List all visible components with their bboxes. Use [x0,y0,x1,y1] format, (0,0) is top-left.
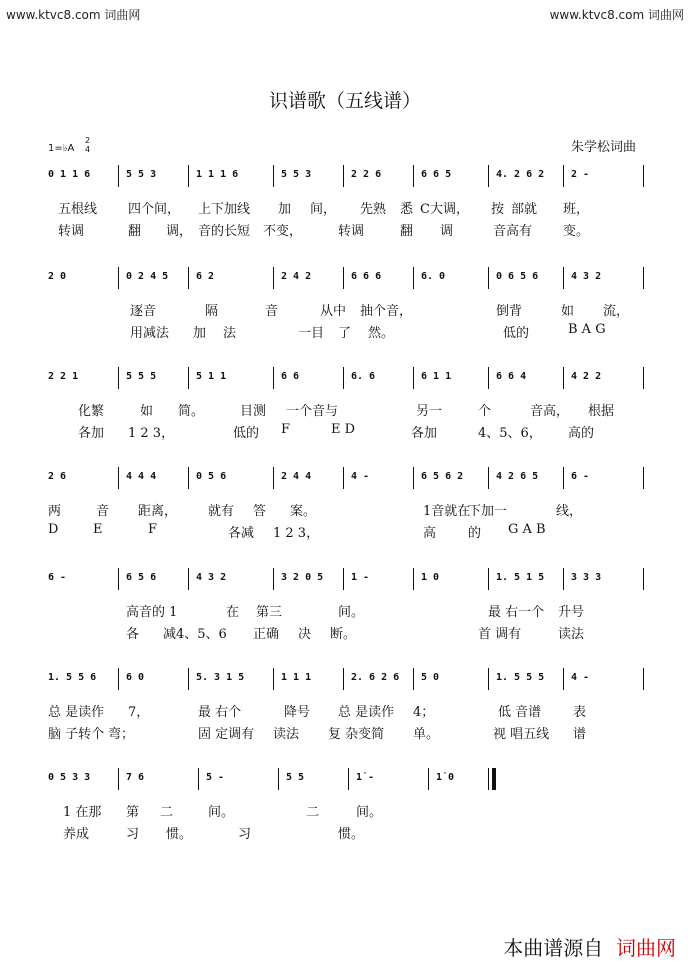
barline [488,768,489,790]
lyric-line-1: 四个间， [128,202,181,217]
barline [413,367,414,389]
barline [188,668,189,690]
lyric-line-2: 4、5、6， [478,426,542,441]
lyric-line-1: 隔 [205,304,219,319]
barline [118,768,119,790]
measure-notes: 0 5 3 3 [48,772,91,783]
barline [348,768,349,790]
source-footer [503,932,676,961]
lyric-line-2: 养成 [63,827,90,842]
lyric-line-2: 决 [298,627,312,642]
measure-notes: 6 5 6 [126,572,157,583]
barline [563,267,564,289]
measure-notes: 3 3 3 [571,572,602,583]
measure-notes: 6. 6 [351,371,376,382]
lyric-line-1: 升号 [558,605,585,620]
measure-notes: 6 1 1 [421,371,452,382]
footer-site-name: 词曲网 [616,936,676,960]
lyric-line-1: 二 [160,805,174,820]
measure-notes: 2 6 [48,471,67,482]
barline [643,668,644,690]
lyric-line-2: 断。 [330,627,357,642]
measure-notes: 2 2 6 [351,169,382,180]
lyric-line-2: E D [331,422,356,437]
barline [188,367,189,389]
lyric-line-1: 案。 [290,504,317,519]
measure-notes: 0 5 6 [196,471,227,482]
lyric-line-2: 转调 [58,224,85,239]
lyric-line-1: 目测 [240,404,267,419]
staff-system [48,563,643,593]
measure-notes: 1̇ - [356,772,375,783]
meter-bottom: 4 [85,145,91,154]
lyric-line-2: 弯； [108,727,135,742]
lyric-line-1: 最 右一个 [488,605,545,620]
barline [273,568,274,590]
lyric-line-1: 两 [48,504,62,519]
lyric-line-1: 距离， [138,504,178,519]
lyric-line-2: 单。 [413,727,440,742]
barline [343,467,344,489]
lyric-line-1: 第三 [256,605,283,620]
lyric-line-1: 低 音谱 [498,705,542,720]
watermark-left: www.ktvc8.com 词曲网 [6,8,141,22]
lyric-line-2: 视 唱五线 [493,727,550,742]
barline [273,165,274,187]
measure-notes: 4 2 2 [571,371,602,382]
measure-notes: 1 0 [421,572,440,583]
measure-notes: 0 2 4 5 [126,271,169,282]
lyric-line-1: 间。 [338,605,365,620]
lyric-line-2: 然。 [368,326,395,341]
lyric-line-1: 在 [226,605,240,620]
measure-notes: 6 5 6 2 [421,471,464,482]
barline [343,668,344,690]
lyric-line-2: 各加 [411,426,438,441]
lyric-line-2: 各加 [78,426,105,441]
barline [643,467,644,489]
lyric-line-1: 悉 [400,202,414,217]
barline [413,668,414,690]
lyric-line-1: 倒背 [496,304,523,319]
song-title: 识谱歌（五线谱） [268,90,421,112]
barline [273,367,274,389]
measure-notes: 1 1 1 [281,672,312,683]
lyric-line-1: 降号 [284,705,311,720]
barline [488,367,489,389]
key-signature: 1=♭A [48,143,75,154]
barline [118,467,119,489]
staff-system [48,160,643,190]
lyric-line-1: 第 [126,805,140,820]
lyric-line-2: 翻 [400,224,414,239]
measure-notes: 2 - [571,169,590,180]
lyric-line-1: 抽个音， [360,304,413,319]
lyric-line-2: 复 杂变简 [328,727,385,742]
barline [413,568,414,590]
lyric-line-1: 从中 [320,304,347,319]
lyric-line-1: 另一 [416,404,443,419]
barline [188,467,189,489]
staff-system [48,262,643,292]
measure-notes: 6 2 [196,271,215,282]
lyric-line-2: 各减 [228,526,255,541]
lyric-line-2: 惯。 [338,827,365,842]
measure-notes: 5 - [206,772,225,783]
lyric-line-2: 调 [440,224,454,239]
lyric-line-2: 音的长短 [198,224,251,239]
barline [188,568,189,590]
barline [118,267,119,289]
lyric-line-2: 不变， [263,224,303,239]
lyric-line-1: 音 [265,304,279,319]
lyric-line-2: 谱 [573,727,587,742]
lyric-line-1: 如 [561,304,575,319]
lyric-line-1: 表 [573,705,587,720]
measure-notes: 6 - [48,572,67,583]
lyric-line-1: 答 [253,504,267,519]
barline [188,165,189,187]
measure-notes: 1. 5 5 6 [48,672,97,683]
lyric-line-2: G A B [508,522,546,537]
measure-notes: 5 5 5 [126,371,157,382]
barline [563,467,564,489]
lyric-line-1: 根据 [588,404,615,419]
lyric-line-1: 部就 [511,202,538,217]
measure-notes: 7 6 [126,772,145,783]
lyric-line-1: 按 [491,202,505,217]
barline [563,165,564,187]
lyric-line-2: 调， [166,224,193,239]
measure-notes: 6 0 [126,672,145,683]
lyric-line-2: 习 [238,827,252,842]
lyric-line-1: 化繁 [78,404,105,419]
barline [413,165,414,187]
barline [188,267,189,289]
lyric-line-1: 一个音与 [286,404,339,419]
lyric-line-1: 7， [128,705,150,720]
lyric-line-1: 上下加线 [198,202,251,217]
measure-notes: 2 4 2 [281,271,312,282]
barline [563,367,564,389]
lyric-line-1: 高音的 1 [126,605,178,620]
lyric-line-1: 五根线 [58,202,98,217]
lyric-line-1: 个 [478,404,492,419]
measure-notes: 0 6 5 6 [496,271,539,282]
barline [118,668,119,690]
measure-notes: 5 5 3 [281,169,312,180]
barline [273,267,274,289]
barline [488,267,489,289]
barline [118,165,119,187]
measure-notes: 1̇ 0 [436,772,455,783]
lyric-line-2: 转调 [338,224,365,239]
lyric-line-2: F [281,422,291,437]
barline [278,768,279,790]
barline [643,165,644,187]
lyric-line-2: 低的 [233,426,260,441]
meter-top: 2 [85,136,91,145]
final-barline [492,768,496,790]
lyric-line-2: 的 [468,526,482,541]
lyric-line-1: 先熟 [360,202,387,217]
lyric-line-1: 简。 [178,404,205,419]
lyric-line-1: 音 [96,504,110,519]
staff-system [48,663,643,693]
time-signature [85,136,90,154]
lyric-line-2: 惯。 [166,827,193,842]
lyric-line-2: 脑 子转个 [48,727,105,742]
lyric-line-2: 各 [126,627,140,642]
measure-notes: 4. 2 6 2 [496,169,545,180]
measure-notes: 5 5 3 [126,169,157,180]
lyric-line-2: B A G [568,322,606,337]
barline [343,165,344,187]
barline [643,267,644,289]
lyric-line-2: 一目 [298,326,325,341]
measure-notes: 6 6 5 [421,169,452,180]
measure-notes: 4 - [571,672,590,683]
barline [563,668,564,690]
staff-system [48,763,643,793]
lyric-line-2: 音高有 [493,224,533,239]
barline [643,568,644,590]
lyric-line-1: 逐音 [130,304,157,319]
staff-system [48,462,643,492]
lyric-line-1: 下加一 [468,504,508,519]
footer-text: 本曲谱源自 [503,936,604,960]
measure-notes: 1 1 1 6 [196,169,239,180]
lyric-line-2: 了 [338,326,352,341]
measure-notes: 0 1 1 6 [48,169,91,180]
lyric-line-2: 高的 [568,426,595,441]
measure-notes: 6. 0 [421,271,446,282]
lyric-line-2: 变。 [563,224,590,239]
measure-notes: 6 6 [281,371,300,382]
measure-notes: 4 4 4 [126,471,157,482]
lyric-line-1: 间， [310,202,337,217]
barline [343,367,344,389]
lyric-line-1: 如 [140,404,154,419]
barline [488,467,489,489]
lyric-line-2: 低的 [503,326,530,341]
lyric-line-1: 1音就在 [423,504,471,519]
measure-notes: 2 0 [48,271,67,282]
lyric-line-2: 高 [423,526,437,541]
lyric-line-1: 班， [563,202,590,217]
lyric-line-1: 就有 [208,504,235,519]
lyric-line-2: 固 定调有 [198,727,255,742]
lyric-line-2: 法 [223,326,237,341]
barline [563,568,564,590]
measure-notes: 1 - [351,572,370,583]
lyric-line-1: 4； [413,705,435,720]
measure-notes: 6 6 4 [496,371,527,382]
lyric-line-2: 减4、5、6 [163,627,227,642]
barline [118,367,119,389]
lyric-line-1: 二 [306,805,320,820]
measure-notes: 4 3 2 [196,572,227,583]
barline [273,668,274,690]
lyric-line-1: 线， [556,504,583,519]
lyric-line-2: 翻 [128,224,142,239]
barline [413,267,414,289]
measure-notes: 6 - [571,471,590,482]
lyric-line-2: F [148,522,158,537]
lyric-line-1: 间。 [208,805,235,820]
measure-notes: 5. 3 1 5 [196,672,245,683]
lyric-line-1: 总 是读作 [338,705,395,720]
measure-notes: 2 4 4 [281,471,312,482]
measure-notes: 4 - [351,471,370,482]
measure-notes: 5 1 1 [196,371,227,382]
lyric-line-1: 间。 [356,805,383,820]
measure-notes: 2 2 1 [48,371,79,382]
barline [413,467,414,489]
measure-notes: 1. 5 1 5 [496,572,545,583]
measure-notes: 6 6 6 [351,271,382,282]
lyric-line-1: 最 右个 [198,705,242,720]
measure-notes: 2. 6 2 6 [351,672,400,683]
measure-notes: 4 3 2 [571,271,602,282]
lyric-line-1: C大调， [420,202,469,217]
barline [198,768,199,790]
lyric-line-2: 习 [126,827,140,842]
barline [428,768,429,790]
lyric-line-2: 读法 [558,627,585,642]
lyric-line-1: 总 是读作 [48,705,105,720]
measure-notes: 5 5 [286,772,305,783]
lyric-line-2: E [93,522,103,537]
measure-notes: 4 2 6 5 [496,471,539,482]
measure-notes: 3 2 0 5 [281,572,324,583]
lyric-line-2: 1 2 3， [128,426,175,441]
lyric-line-2: D [48,522,59,537]
lyric-line-2: 用减法 [130,326,170,341]
measure-notes: 5 0 [421,672,440,683]
lyric-line-1: 音高， [530,404,570,419]
barline [488,668,489,690]
lyric-line-2: 读法 [273,727,300,742]
lyric-line-2: 1 2 3， [273,526,320,541]
barline [643,367,644,389]
lyric-line-1: 1 在那 [63,805,102,820]
barline [343,267,344,289]
staff-system [48,362,643,392]
barline [273,467,274,489]
composer-credit: 朱学松词曲 [570,140,636,155]
lyric-line-2: 首 调有 [478,627,522,642]
lyric-line-1: 加 [278,202,292,217]
lyric-line-2: 加 [193,326,207,341]
measure-notes: 1. 5 5 5 [496,672,545,683]
watermark-right: www.ktvc8.com 词曲网 [549,8,684,22]
barline [118,568,119,590]
barline [343,568,344,590]
lyric-line-2: 正确 [253,627,280,642]
barline [488,165,489,187]
lyric-line-1: 流， [603,304,630,319]
barline [488,568,489,590]
